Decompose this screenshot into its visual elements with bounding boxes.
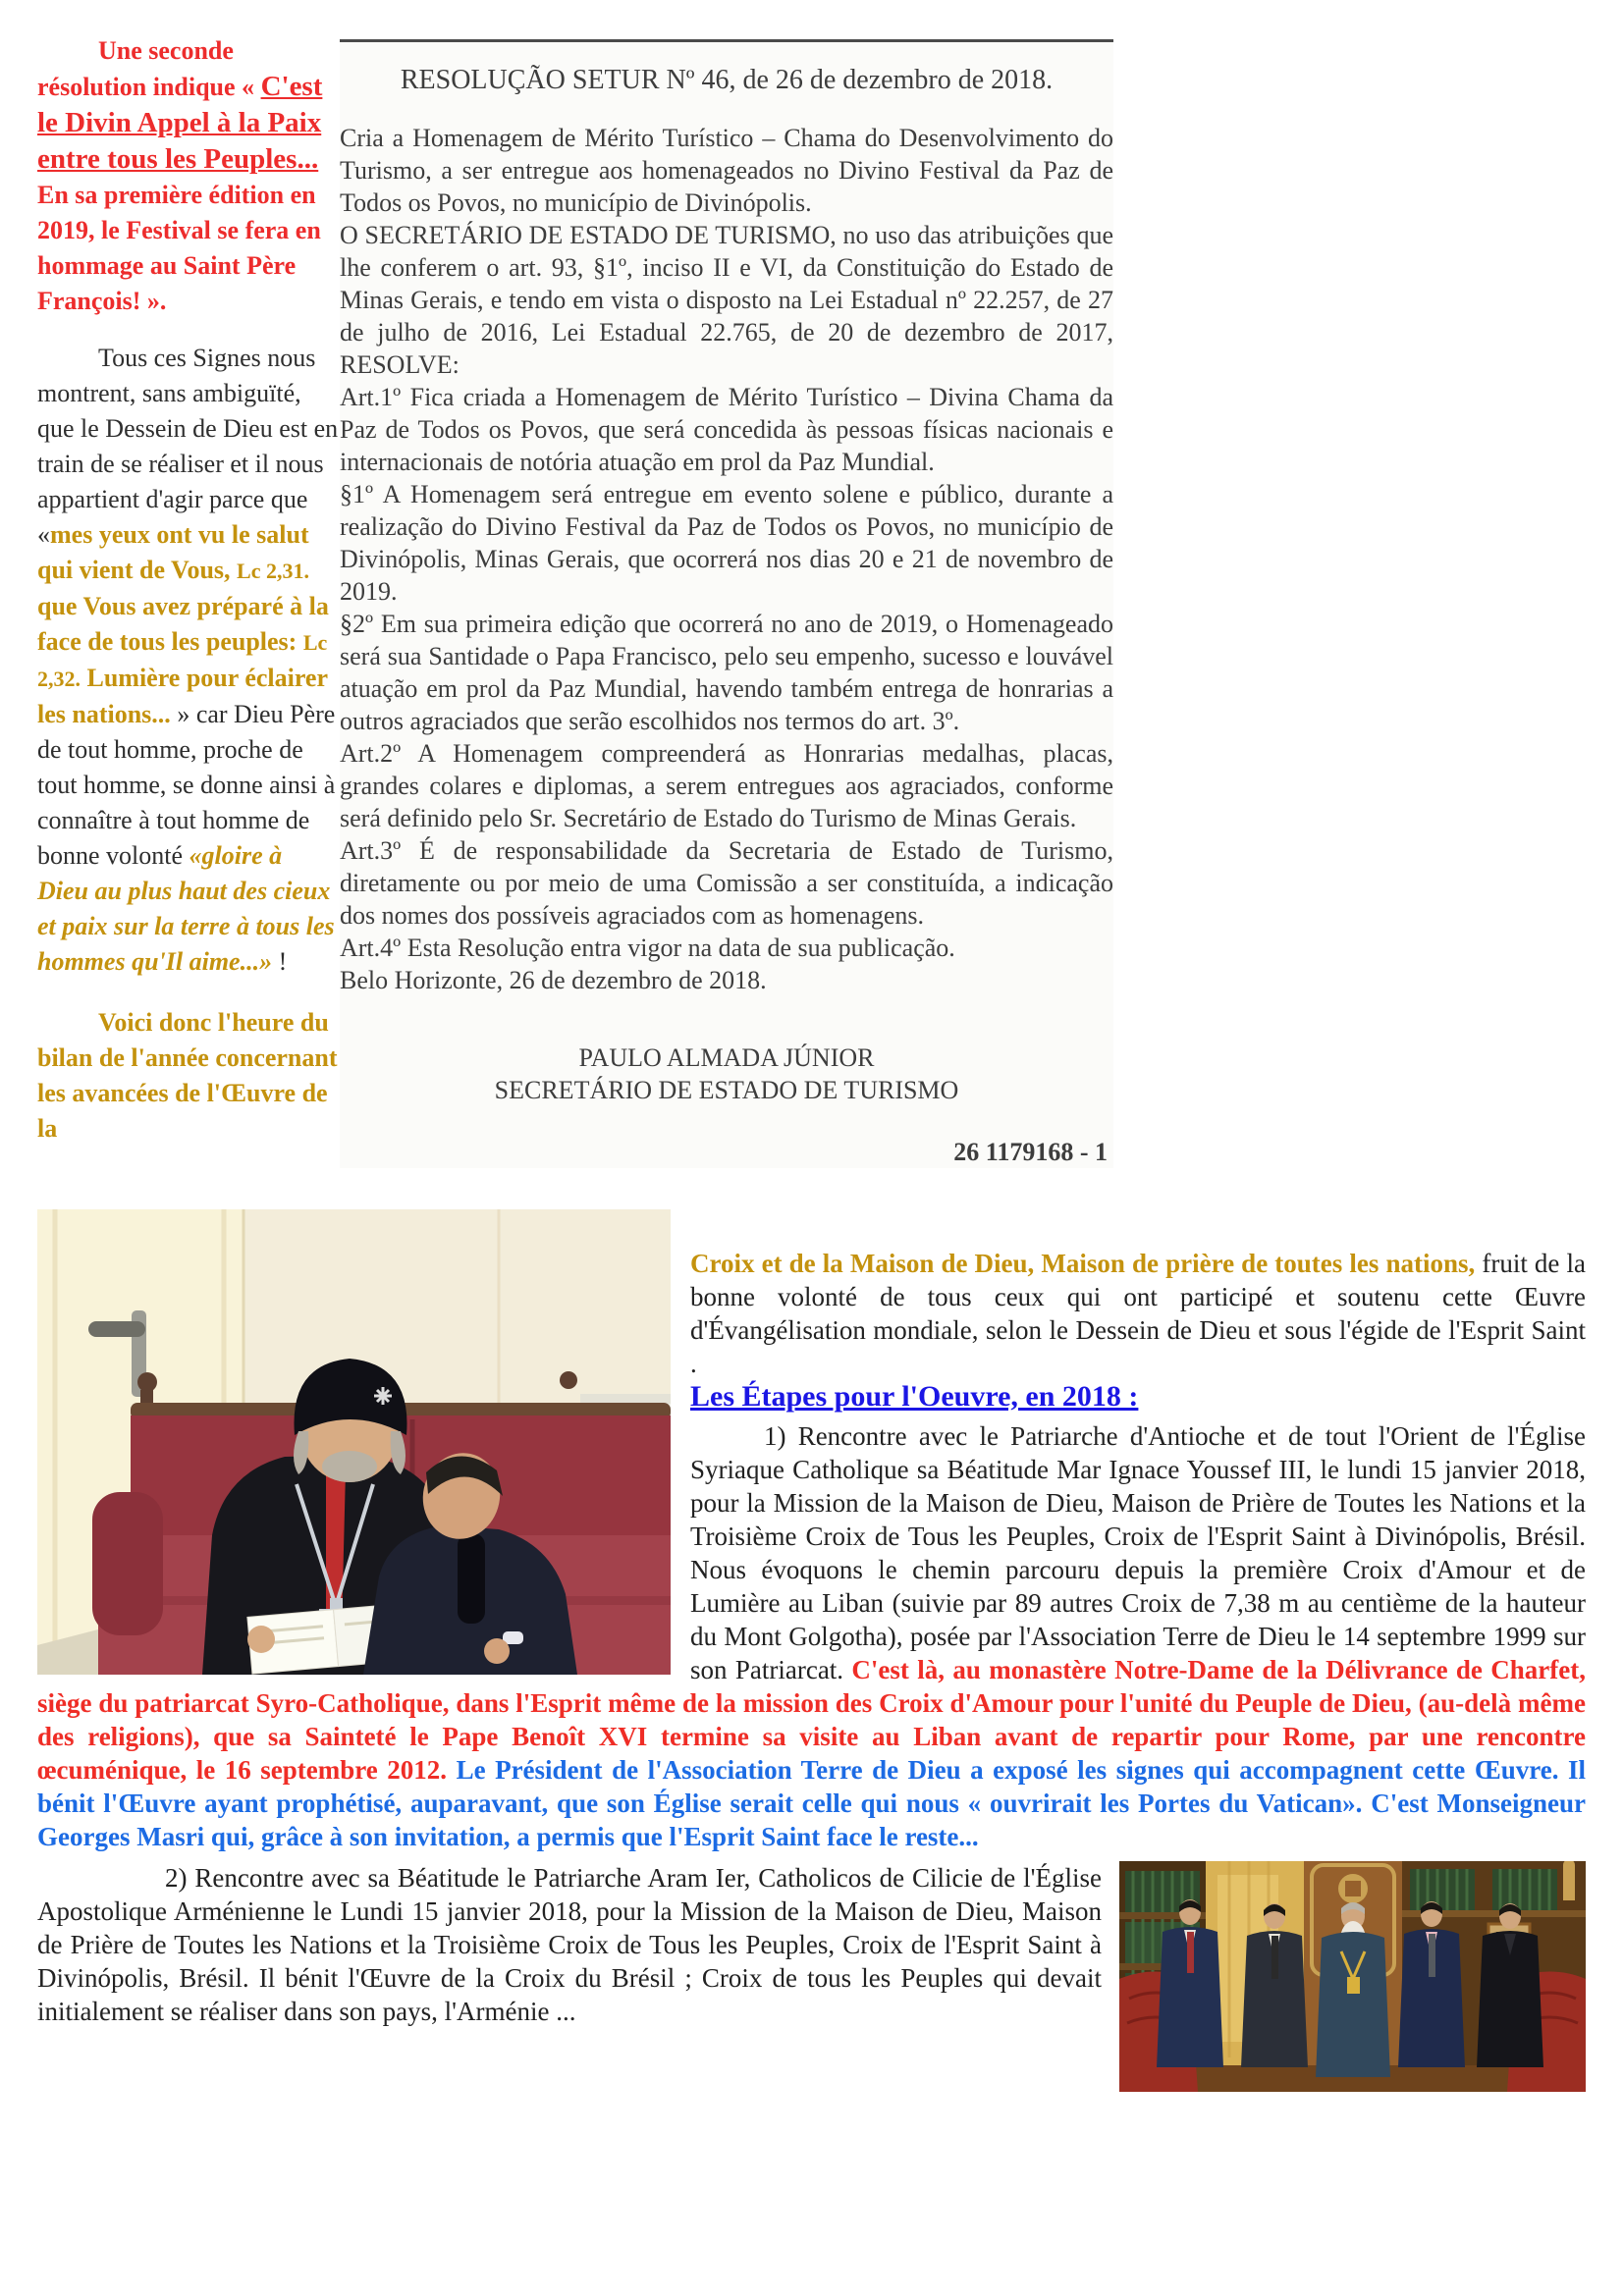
black-text-2: » car Dieu Père de tout homme, proche de tout homme, se donne ainsi à connaître à tout homme de bonne volonté <box>37 700 336 870</box>
photo-catholicos-aram-meeting <box>1119 1861 1586 2092</box>
paragraph-resolution-announce <box>37 33 339 319</box>
gold-lead-text: Croix et de la Maison de Dieu, Maison de prière de toutes les nations, <box>690 1249 1476 1278</box>
resolution-paragraph: Cria a Homenagem de Mérito Turístico – Chama do Desenvolvimento do Turismo, a ser entregue aos homenageados no Divino Festival da Paz de Todos os Povos, no município de Divinópolis. <box>340 124 1113 217</box>
resolution-paragraph: Art.4º Esta Resolução entra vigor na data de sua publicação. <box>340 934 955 962</box>
resolution-paragraph: Art.3º É de responsabilidade da Secretaria de Estado de Turismo, diretamente ou por meio de uma Comissão a ser constituída, a indicação dos nomes dos possíveis agraciados com as homenagens. <box>340 836 1113 930</box>
black-text-1: Tous ces Signes nous montrent, sans ambiguïté, que le Dessein de Dieu est en train de se réaliser et il nous appartient d'agir parce que « <box>37 344 339 549</box>
lower-flow-section <box>37 1209 1586 2098</box>
gold-quote-2: que Vous avez préparé à la face de tous les peuples: <box>37 592 329 656</box>
resolution-paragraph: O SECRETÁRIO DE ESTADO DE TURISMO, no uso das atribuições que lhe conferem o art. 93, §1º, inciso II e VI, da Constituição do Estado de Minas Gerais, e tendo em vista o disposto na Lei Estadual nº 22.257, de 27 de julho de 2016, Lei Estadual 22.765, de 20 de dezembro de 2017, RESOLVE: <box>340 221 1113 379</box>
left-column <box>37 33 339 1147</box>
item1-black-text: 1) Rencontre avec le Patriarche d'Antioche et de tout l'Orient de l'Église Syriaque Catholique sa Béatitude Mar Ignace Youssef III, le lundi 15 janvier 2018, pour la Mission de la Maison de Dieu, Maison de Prière de Toutes les Nations et la Troisième Croix de Tous les Peuples, Croix de l'Esprit Saint à Divinópolis, Brésil. Nous évoquons le chemin parcouru depuis la première Croix d'Amour et de Lumière au Liban (suivie par 89 autres Croix de 7,38 m au centième de la hauteur du Mont Golgotha), posée par l'Association Terre de Dieu le 14 septembre 1999 sur son Patriarcat. <box>690 1421 1586 1684</box>
item-2-paragraph: 2) Rencontre avec sa Béatitude le Patriarche Aram Ier, Catholicos de Cilicie de l'Église Apostolique Arménienne le Lundi 15 janvier 2018, pour la Mission de la Maison de Dieu, Maison de Prière de Toutes les Nations et la Troisième Croix de Tous les Peuples, Croix de l'Esprit Saint à Divinópolis, Brésil. Il bénit l'Œuvre de la Croix du Brésil ; Croix de tous les Peuples qui devait initialement se réaliser dans son pays, l'Arménie ... <box>37 1863 1102 2026</box>
black-text-3: ! <box>272 947 288 976</box>
item1-blue-text: Le Président de l'Association Terre de Dieu a exposé les signes qui accompagnent cette Œuvre. Il bénit l'Œuvre ayant prophétisé, auparavant, que son Église serait celle qui nous « ouvrirait les Portes du Vatican». C'est Monseigneur Georges Masri qui, grâce à son invitation, a permis que l'Esprit Saint face le reste... <box>37 1755 1586 1851</box>
resolution-paragraph: §2º Em sua primeira edição que ocorrerá no ano de 2019, o Homenageado será sua Santidade o Papa Francisco, pelo seu empenho, sucesso e louvável atuação em prol da Paz Mundial, havendo também entrega de honrarias a outros agraciados que serão escolhidos nos termos do art. 3º. <box>340 610 1113 735</box>
photo-syriac-patriarch-meeting-image <box>37 1209 671 1675</box>
photo-syriac-patriarch-meeting <box>37 1209 671 1675</box>
resolution-date-line: Belo Horizonte, 26 de dezembro de 2018. <box>340 966 767 994</box>
scripture-ref-lc232: Lc 2,32. <box>37 630 328 691</box>
divine-appeal-underlined-text: C'est le Divin Appel à la Paix entre tous les Peuples... <box>37 71 323 175</box>
signature-name: PAULO ALMADA JÚNIOR <box>578 1043 875 1072</box>
paragraph-signes <box>37 341 339 980</box>
resolution-title: RESOLUÇÃO SETUR Nº 46, de 26 de dezembro de 2018. <box>400 65 1054 95</box>
lead-black-text: fruit de la bonne volonté de tous ceux qui ont participé et soutenu cette Œuvre d'Évangélisation mondiale, selon le Dessein de Dieu et sous l'égide de l'Esprit Saint . <box>690 1249 1586 1378</box>
gloria-quote-italic: «gloire à Dieu au plus haut des cieux et paix sur la terre à tous les hommes qu'Il aime...» <box>37 841 335 976</box>
item1-red-text: C'est là, au monastère Notre-Dame de la Délivrance de Charfet, siège du patriarcat Syro-Catholique, dans l'Esprit même de la mission des Croix d'Amour pour l'unité du Peuple de Dieu, (au-delà même des religions), que sa Sainteté le Pape Benoît XVI termine sa visite au Liban avant de repartir pour Rome, par une rencontre œcuménique, le 16 septembre 2012. <box>37 1655 1586 1785</box>
resolution-paragraph: §1º A Homenagem será entregue em evento solene e público, durante a realização do Divino Festival da Paz de Todos os Povos, no município de Divinópolis, Minas Gerais, que ocorrerá nos dias 20 e 21 de novembro de 2019. <box>340 480 1113 606</box>
doc-number: 26 1179168 - 1 <box>953 1138 1108 1166</box>
red-intro-text: Une seconde résolution indique « <box>37 36 261 101</box>
gold-quote-3: Lumière pour éclairer les nations... <box>37 664 328 728</box>
paragraph-bilan: Voici donc l'heure du bilan de l'année concernant les avancées de l'Œuvre de la <box>37 1008 338 1143</box>
resolution-paragraph: Art.2º A Homenagem compreenderá as Honrarias medalhas, placas, grandes colares e diplomas, a serem entregues aos agraciados, conforme será definido pelo Sr. Secretário de Estado do Turismo de Minas Gerais. <box>340 739 1113 832</box>
resolution-paragraph: Art.1º Fica criada a Homenagem de Mérito Turístico – Divina Chama da Paz de Todos os Povos, que será concedida às pessoas físicas nacionais e internacionais de notória atuação em prol da Paz Mundial. <box>340 383 1113 476</box>
gold-quote-1: mes yeux ont vu le salut qui vient de Vous, <box>37 520 309 584</box>
etapes-heading-text: Les Étapes pour l'Oeuvre, en 2018 : <box>690 1380 1139 1413</box>
photo-catholicos-aram-meeting-image <box>1119 1861 1586 2092</box>
red-outro-text: En sa première édition en 2019, le Festival se fera en hommage au Saint Père François! ». <box>37 181 321 315</box>
resolution-document-scan <box>340 39 1113 1168</box>
scripture-ref-lc231: Lc 2,31. <box>237 559 309 583</box>
signature-role: SECRETÁRIO DE ESTADO DE TURISMO <box>494 1076 959 1104</box>
